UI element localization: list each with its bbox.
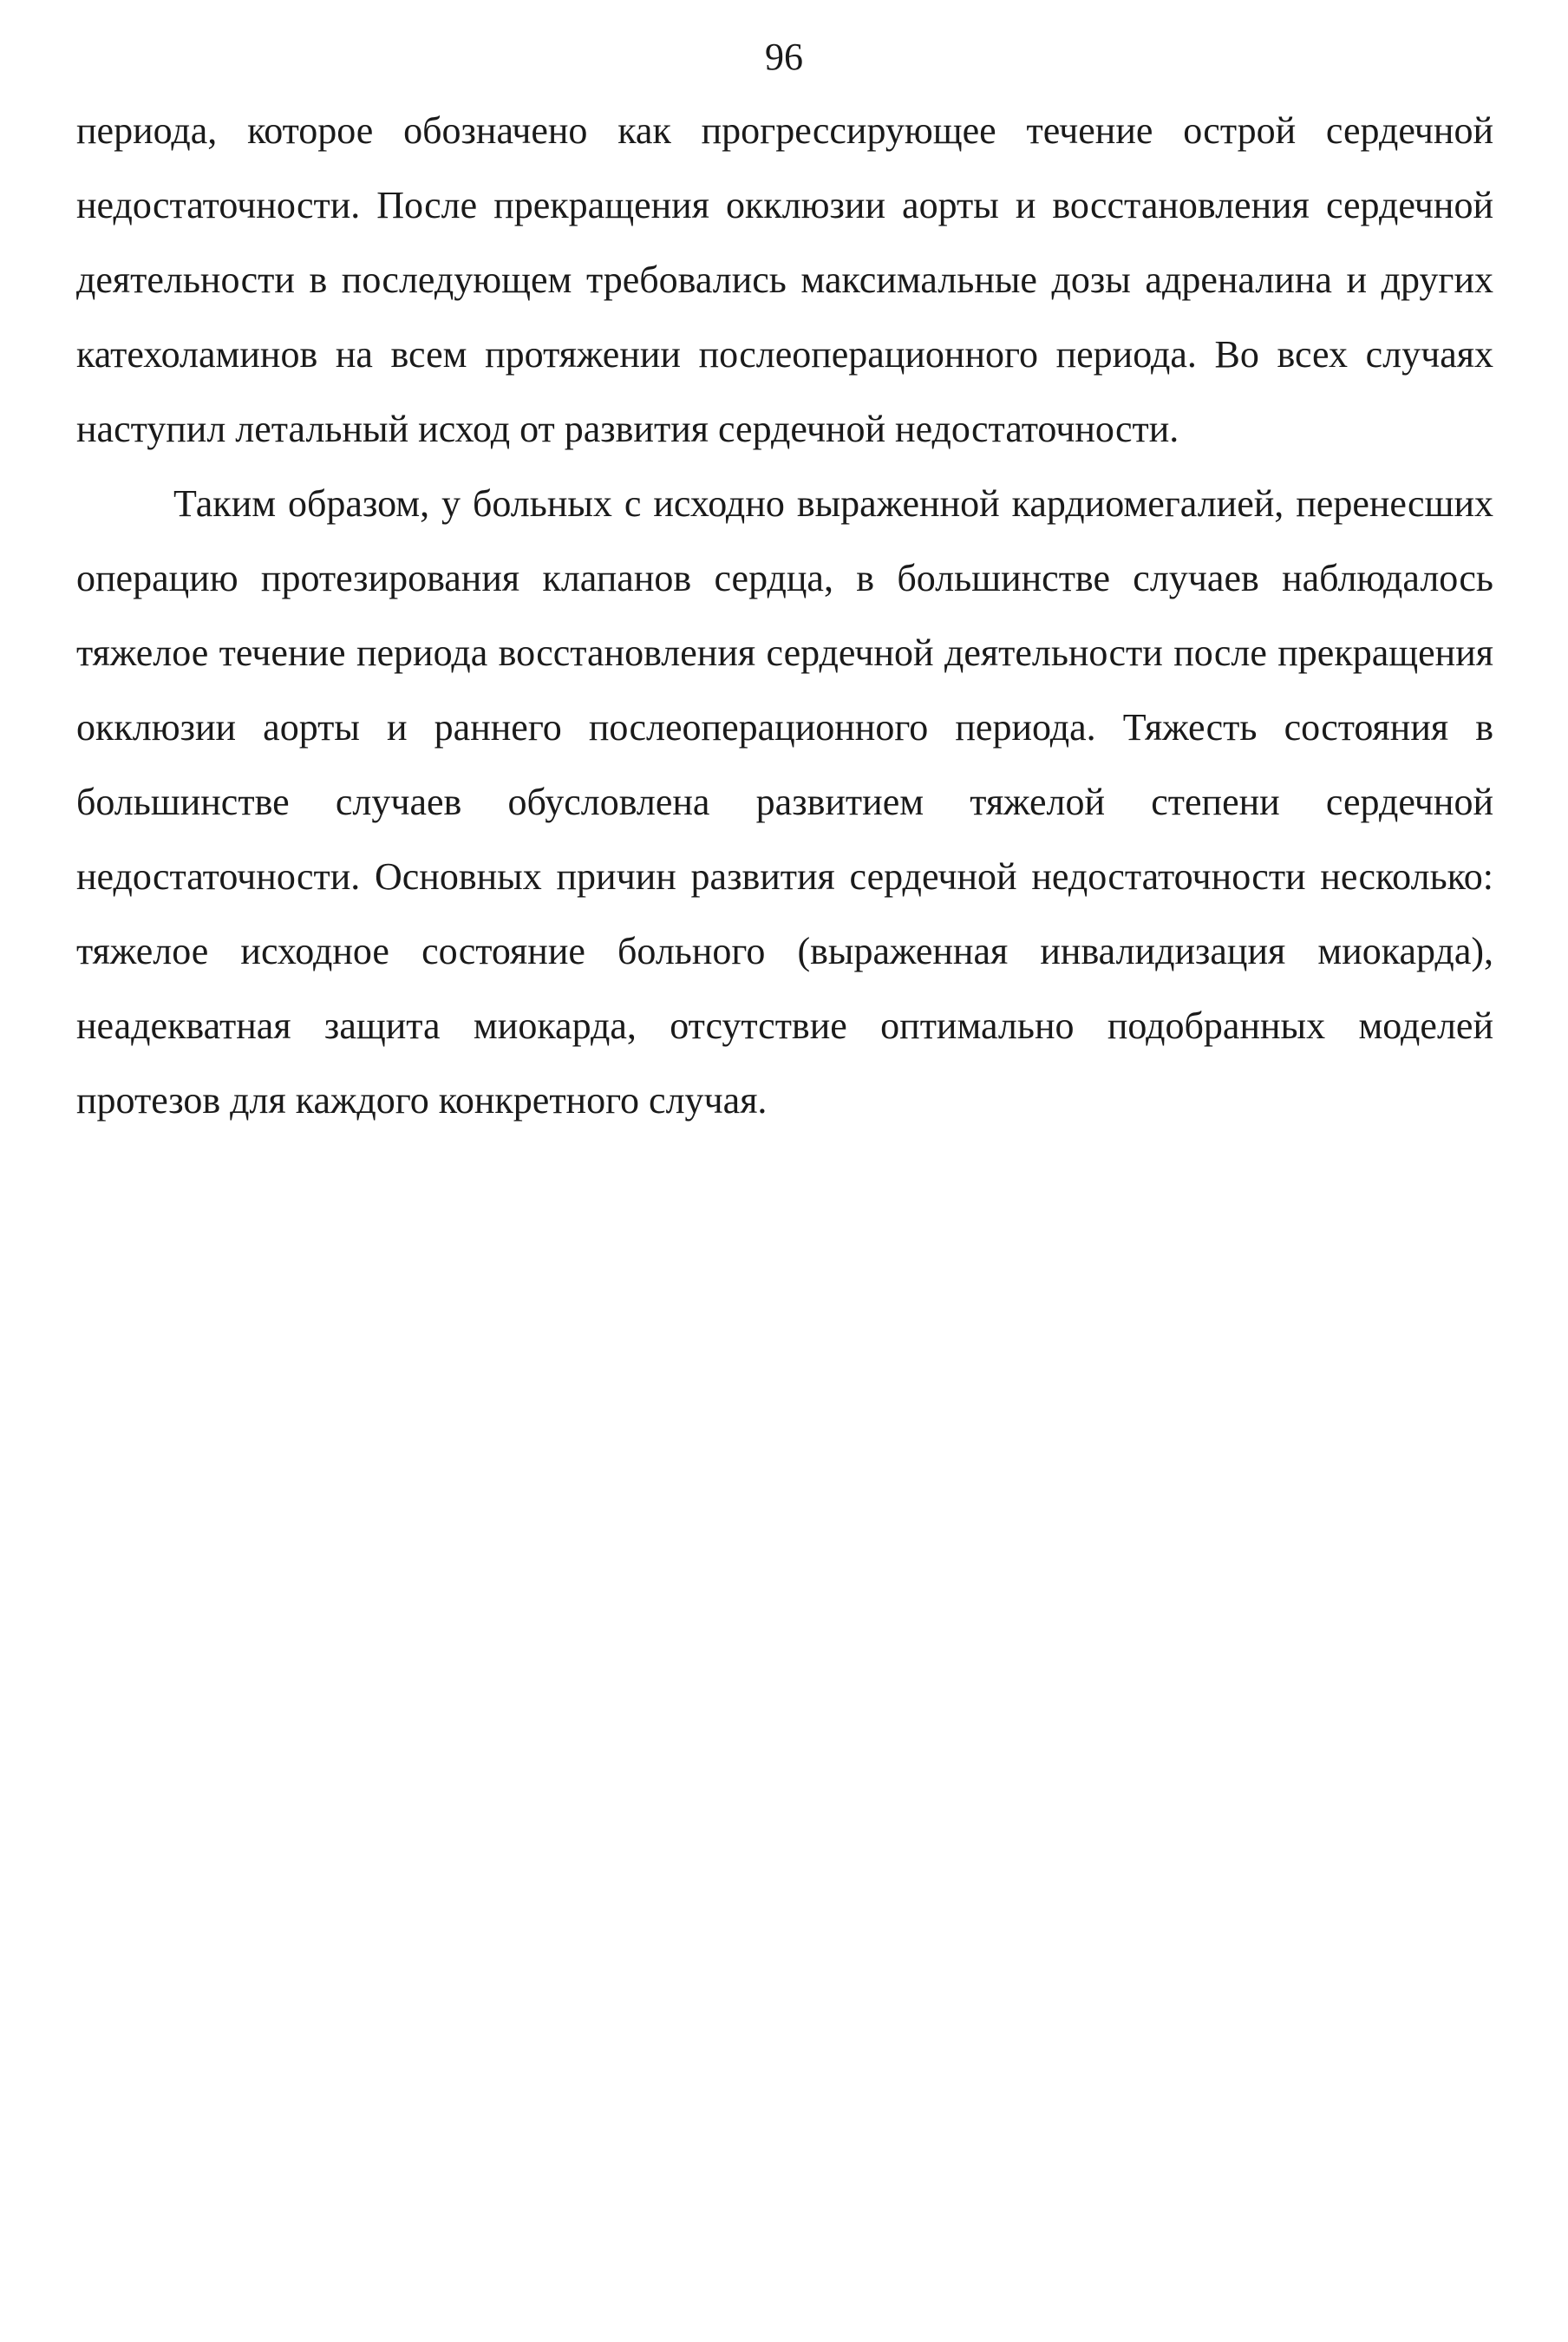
paragraph-continuation: периода, которое обозначено как прогрессирующее течение острой сердечной недостаточности. После прекращения окклюзии аорты и восстановления сердечной деятельности в последующем требовались максимальные дозы адреналина и других катехоламинов на всем протяжении послеоперационного периода. Во всех случаях наступил летальный исход от развития сердечной недостаточности. bbox=[76, 109, 1493, 450]
paragraph-conclusion: Таким образом, у больных с исходно выраженной кардиомегалией, перенесших операцию протезирования клапанов сердца, в большинстве случаев наблюдалось тяжелое течение периода восстановления сердечной деятельности после прекращения окклюзии аорты и раннего послеоперационного периода. Тяжесть состояния в большинстве случаев обусловлена развитием тяжелой степени сердечной недостаточности. Основных причин развития сердечной недостаточности несколько: тяжелое исходное состояние больного (выраженная инвалидизация миокарда), неадекватная защита миокарда, отсутствие оптимально подобранных моделей протезов для каждого конкретного случая. bbox=[76, 482, 1493, 1122]
document-body bbox=[76, 94, 1493, 1138]
page-number: 96 bbox=[765, 36, 803, 78]
